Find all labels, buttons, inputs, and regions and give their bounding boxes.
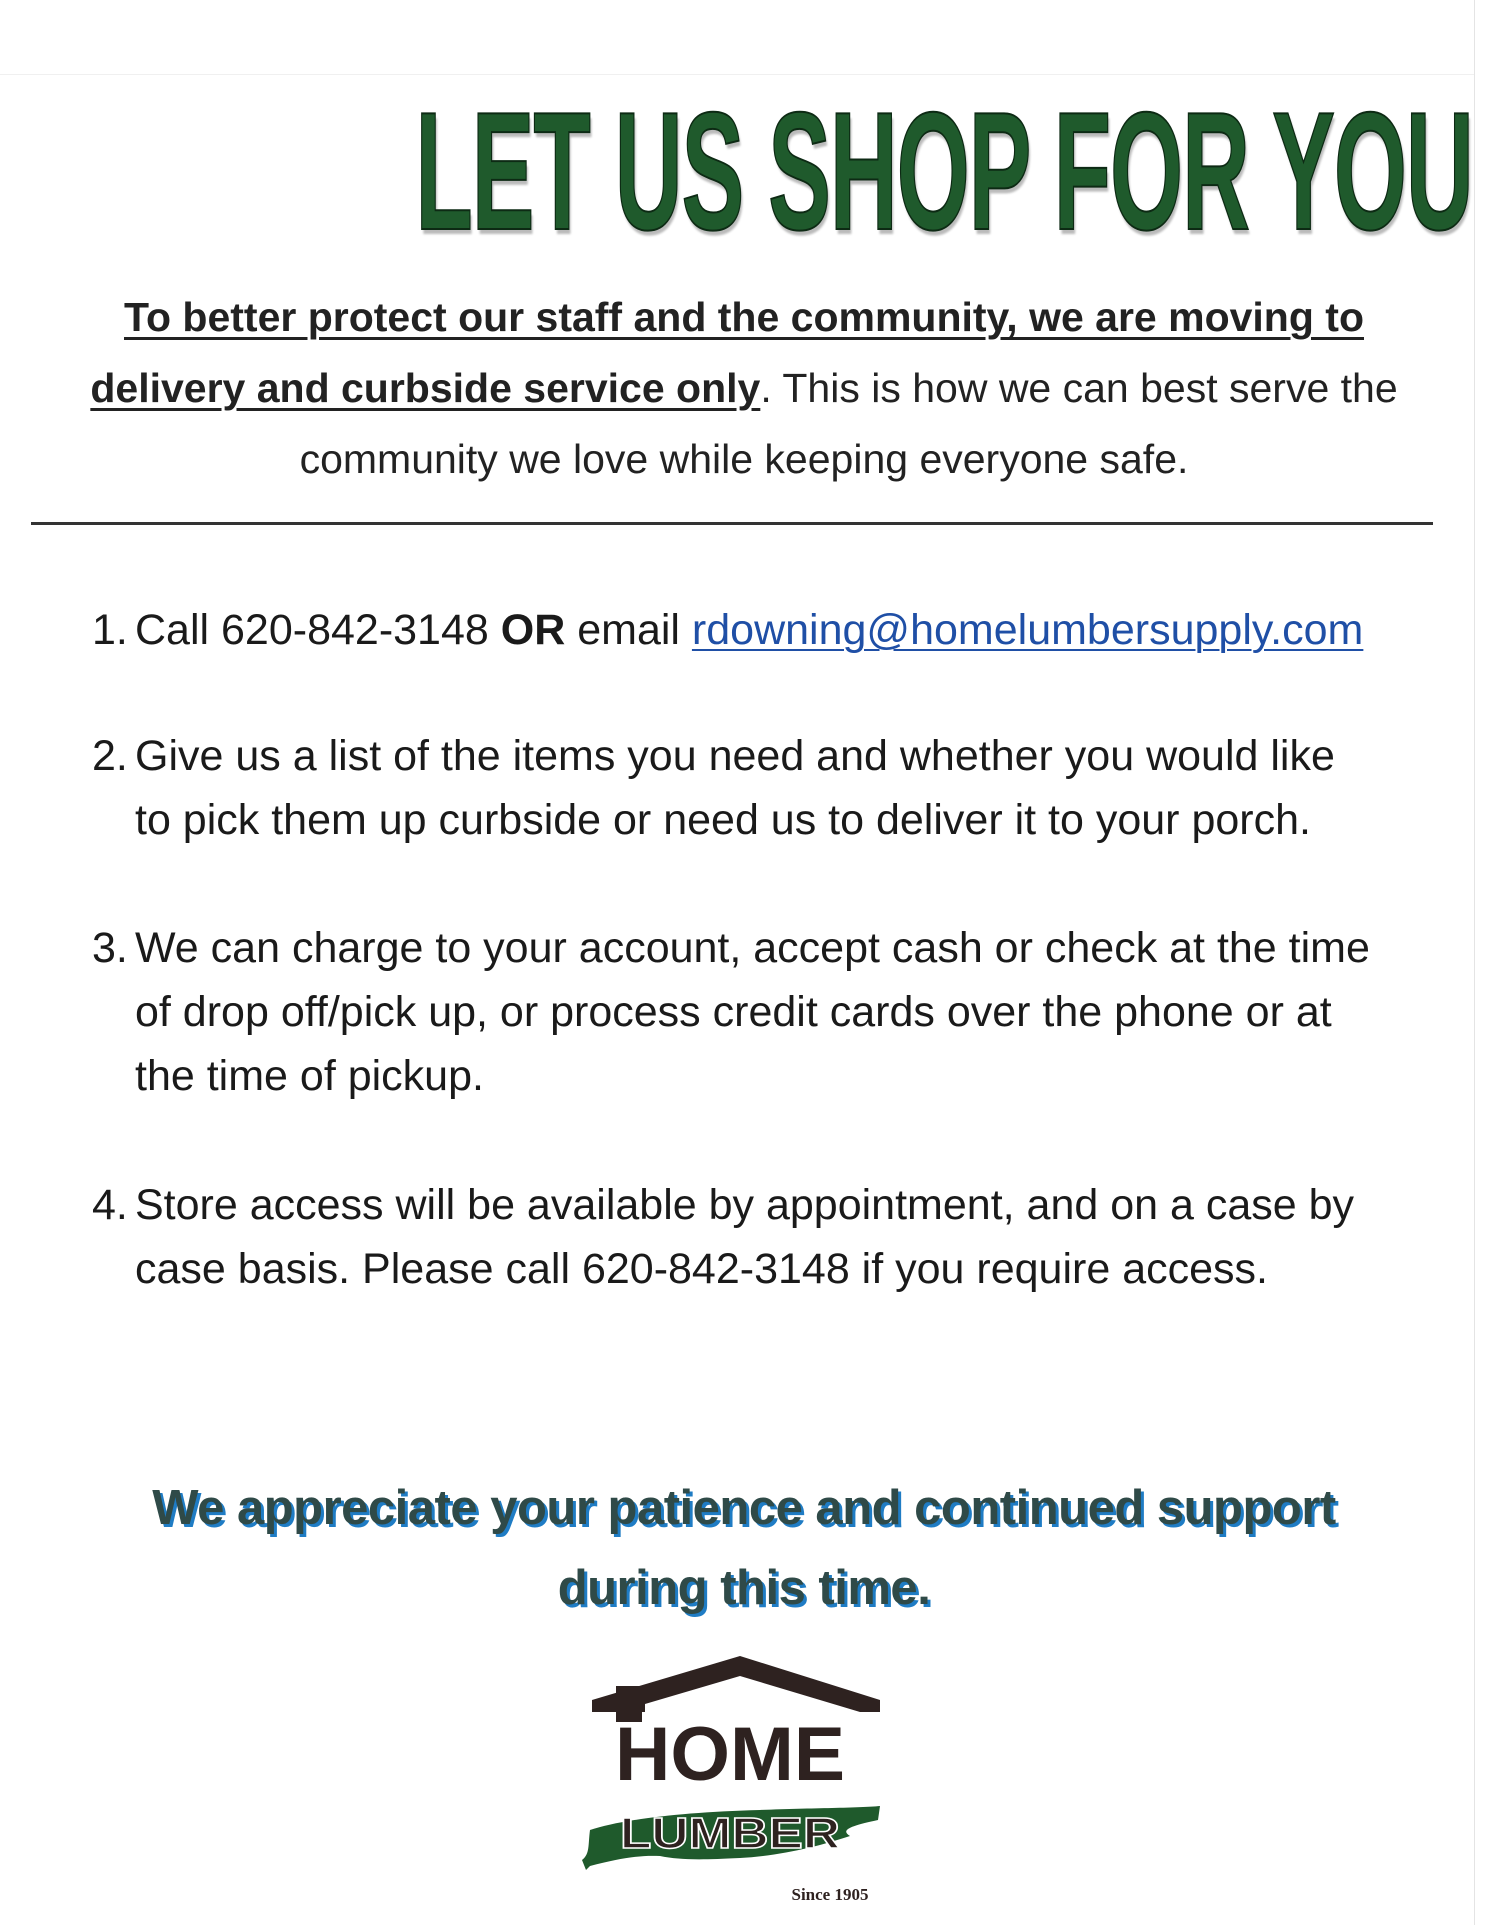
step-number: 1. (92, 606, 128, 654)
scan-top-line (0, 74, 1474, 75)
divider (31, 522, 1433, 525)
intro-text-2: . This is how we can best serve the (760, 365, 1398, 411)
email-link[interactable]: rdowning@homelumbersupply.com (691, 606, 1364, 654)
step-1-call: Call 620-842-3148 (135, 606, 501, 654)
home-lumber-logo (560, 1652, 890, 1914)
step-4 (92, 1173, 1354, 1301)
closing-message (0, 1468, 1488, 1628)
scan-edge-line (1474, 0, 1475, 1925)
step-1 (92, 598, 1363, 662)
closing-line-1: We appreciate your patience and continued support (152, 1481, 1336, 1535)
intro-paragraph (30, 282, 1458, 495)
step-number: 4. (92, 1181, 128, 1229)
intro-line-2 (30, 353, 1458, 424)
intro-emphasis-1: To better protect our staff and the community, we are moving to (124, 294, 1364, 340)
logo-tagline: Since 1905 (791, 1885, 869, 1904)
step-text-line: Store access will be available by appointment, and on a case by (135, 1181, 1355, 1229)
step-text-line: to pick them up curbside or need us to deliver it to your porch. (135, 796, 1311, 844)
step-text-line: Give us a list of the items you need and whether you would like (135, 732, 1335, 780)
step-2 (92, 724, 1335, 852)
intro-line-3: community we love while keeping everyone safe. (299, 436, 1189, 482)
intro-line-1 (30, 282, 1458, 353)
intro-emphasis-2: delivery and curbside service only (90, 365, 761, 411)
step-text-line: the time of pickup. (135, 1052, 484, 1100)
step-text-line: case basis. Please call 620-842-3148 if you require access. (135, 1245, 1268, 1293)
step-number: 2. (92, 732, 128, 780)
step-text-line: of drop off/pick up, or process credit cards over the phone or at (135, 988, 1332, 1036)
logo-word-home: HOME (615, 1712, 845, 1797)
page-title (0, 77, 1488, 265)
logo-word-lumber: LUMBER (620, 1809, 840, 1858)
step-number: 3. (92, 924, 128, 972)
step-text (135, 598, 1363, 662)
step-1-or: OR (500, 606, 566, 654)
step-3 (92, 916, 1370, 1108)
step-text-line: We can charge to your account, accept cash or check at the time (135, 924, 1370, 972)
step-1-email-label: email (565, 606, 692, 654)
closing-line-2: during this time. (557, 1561, 931, 1615)
title-text: LET US SHOP FOR YOU (415, 77, 1473, 265)
